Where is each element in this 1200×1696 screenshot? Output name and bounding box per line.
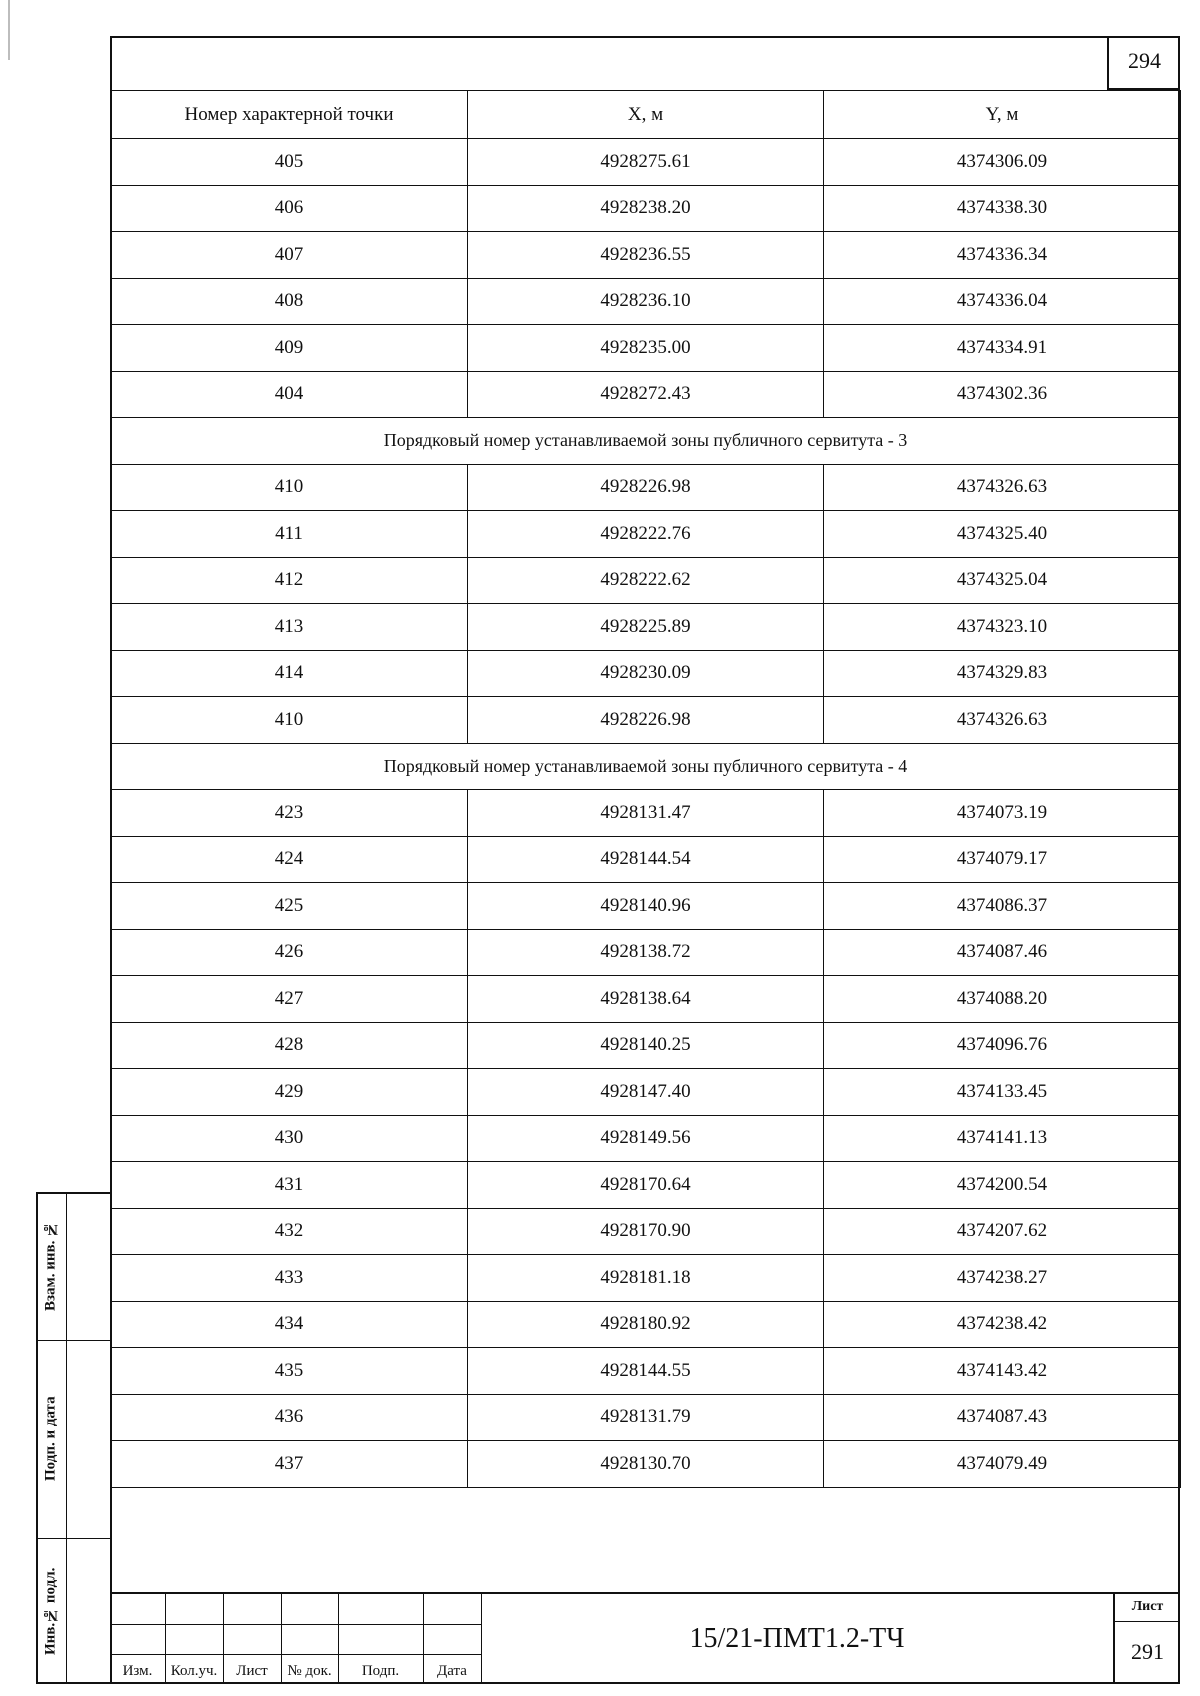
y-coordinate-cell: 4374325.40: [824, 511, 1181, 558]
point-number-cell: 412: [111, 557, 468, 604]
x-coordinate-cell: 4928236.10: [468, 278, 824, 325]
title-block: [110, 1592, 1180, 1684]
document-code: 15/21-ПМТ1.2-ТЧ: [689, 1623, 905, 1654]
section-header-row: [111, 743, 1181, 790]
x-coordinate-cell: 4928140.25: [468, 1022, 824, 1069]
y-coordinate-cell: 4374207.62: [824, 1208, 1181, 1255]
table-row: [111, 185, 1181, 232]
y-coordinate-cell: 4374087.43: [824, 1394, 1181, 1441]
table-row: [111, 278, 1181, 325]
x-coordinate-cell: 4928170.90: [468, 1208, 824, 1255]
x-coordinate-cell: 4928226.98: [468, 464, 824, 511]
table-row: [111, 1394, 1181, 1441]
x-coordinate-cell: 4928225.89: [468, 604, 824, 651]
y-coordinate-cell: 4374306.09: [824, 139, 1181, 186]
table-row: [111, 1208, 1181, 1255]
point-number-cell: 433: [111, 1255, 468, 1302]
table-row: [111, 836, 1181, 883]
table-row: [111, 976, 1181, 1023]
tb-col-izm: Изм.: [122, 1663, 153, 1679]
x-coordinate-cell: 4928130.70: [468, 1441, 824, 1488]
table-row: [111, 1162, 1181, 1209]
point-number-cell: 435: [111, 1348, 468, 1395]
stamp-original-inv: Инв.№ подл.: [42, 1567, 59, 1655]
x-coordinate-cell: 4928272.43: [468, 371, 824, 418]
table-row: [111, 139, 1181, 186]
y-coordinate-cell: 4374329.83: [824, 650, 1181, 697]
point-number-cell: 407: [111, 232, 468, 279]
x-coordinate-cell: 4928147.40: [468, 1069, 824, 1116]
y-coordinate-cell: 4374200.54: [824, 1162, 1181, 1209]
sheet-number: 291: [1113, 1622, 1180, 1684]
point-number-cell: 413: [111, 604, 468, 651]
section-header-row: [111, 418, 1181, 465]
x-coordinate-cell: 4928138.64: [468, 976, 824, 1023]
x-coordinate-cell: 4928180.92: [468, 1301, 824, 1348]
y-coordinate-cell: 4374336.04: [824, 278, 1181, 325]
x-coordinate-cell: 4928222.62: [468, 557, 824, 604]
point-number-cell: 410: [111, 464, 468, 511]
point-number-cell: 432: [111, 1208, 468, 1255]
tb-col-kol-uch: Кол.уч.: [170, 1663, 218, 1679]
table-row: [111, 697, 1181, 744]
sheet-label: Лист: [1113, 1594, 1180, 1622]
x-coordinate-cell: 4928235.00: [468, 325, 824, 372]
x-coordinate-cell: 4928236.55: [468, 232, 824, 279]
point-number-cell: 431: [111, 1162, 468, 1209]
point-number-cell: 427: [111, 976, 468, 1023]
y-coordinate-cell: 4374143.42: [824, 1348, 1181, 1395]
point-number-cell: 437: [111, 1441, 468, 1488]
x-coordinate-cell: 4928226.98: [468, 697, 824, 744]
x-coordinate-cell: 4928181.18: [468, 1255, 824, 1302]
y-coordinate-cell: 4374336.34: [824, 232, 1181, 279]
y-coordinate-cell: 4374088.20: [824, 976, 1181, 1023]
x-coordinate-cell: 4928170.64: [468, 1162, 824, 1209]
header-x: X, м: [468, 91, 824, 139]
point-number-cell: 436: [111, 1394, 468, 1441]
y-coordinate-cell: 4374096.76: [824, 1022, 1181, 1069]
y-coordinate-cell: 4374079.17: [824, 836, 1181, 883]
table-row: [111, 883, 1181, 930]
y-coordinate-cell: 4374334.91: [824, 325, 1181, 372]
y-coordinate-cell: 4374338.30: [824, 185, 1181, 232]
x-coordinate-cell: 4928131.47: [468, 790, 824, 837]
table-header-row: [111, 91, 1181, 139]
tb-col-sign: Подп.: [361, 1663, 400, 1679]
point-number-cell: 425: [111, 883, 468, 930]
coordinates-table: [110, 90, 1181, 1488]
x-coordinate-cell: 4928131.79: [468, 1394, 824, 1441]
point-number-cell: 424: [111, 836, 468, 883]
y-coordinate-cell: 4374079.49: [824, 1441, 1181, 1488]
point-number-cell: 408: [111, 278, 468, 325]
point-number-cell: 434: [111, 1301, 468, 1348]
y-coordinate-cell: 4374133.45: [824, 1069, 1181, 1116]
x-coordinate-cell: 4928222.76: [468, 511, 824, 558]
tb-col-date: Дата: [437, 1663, 467, 1679]
x-coordinate-cell: 4928140.96: [468, 883, 824, 930]
table-row: [111, 604, 1181, 651]
table-body: [111, 139, 1181, 1488]
x-coordinate-cell: 4928144.55: [468, 1348, 824, 1395]
section-title: Порядковый номер устанавливаемой зоны публичного сервитута - 3: [111, 418, 1181, 465]
point-number-cell: 429: [111, 1069, 468, 1116]
section-title: Порядковый номер устанавливаемой зоны публичного сервитута - 4: [111, 743, 1181, 790]
point-number-cell: 404: [111, 371, 468, 418]
point-number-cell: 423: [111, 790, 468, 837]
table-row: [111, 464, 1181, 511]
stamp-replacement-inv: Взам. инв. №: [42, 1220, 59, 1312]
y-coordinate-cell: 4374086.37: [824, 883, 1181, 930]
page-number-top: 294: [1107, 36, 1180, 90]
table-row: [111, 1441, 1181, 1488]
scan-edge-mark: [8, 0, 10, 60]
table-row: [111, 929, 1181, 976]
x-coordinate-cell: 4928149.56: [468, 1115, 824, 1162]
table-row: [111, 557, 1181, 604]
point-number-cell: 414: [111, 650, 468, 697]
point-number-cell: 426: [111, 929, 468, 976]
tb-col-list: Лист: [236, 1663, 268, 1679]
header-point-number: Номер характерной точки: [111, 91, 468, 139]
point-number-cell: 405: [111, 139, 468, 186]
y-coordinate-cell: 4374238.42: [824, 1301, 1181, 1348]
point-number-cell: 411: [111, 511, 468, 558]
y-coordinate-cell: 4374238.27: [824, 1255, 1181, 1302]
y-coordinate-cell: 4374323.10: [824, 604, 1181, 651]
table-row: [111, 371, 1181, 418]
y-coordinate-cell: 4374302.36: [824, 371, 1181, 418]
y-coordinate-cell: 4374073.19: [824, 790, 1181, 837]
table-row: [111, 1115, 1181, 1162]
x-coordinate-cell: 4928238.20: [468, 185, 824, 232]
point-number-cell: 428: [111, 1022, 468, 1069]
table-row: [111, 650, 1181, 697]
table-row: [111, 511, 1181, 558]
x-coordinate-cell: 4928138.72: [468, 929, 824, 976]
point-number-cell: 410: [111, 697, 468, 744]
table-row: [111, 1255, 1181, 1302]
point-number-cell: 430: [111, 1115, 468, 1162]
table-row: [111, 1301, 1181, 1348]
table-row: [111, 1022, 1181, 1069]
x-coordinate-cell: 4928230.09: [468, 650, 824, 697]
y-coordinate-cell: 4374326.63: [824, 697, 1181, 744]
table-row: [111, 325, 1181, 372]
table-row: [111, 790, 1181, 837]
point-number-cell: 406: [111, 185, 468, 232]
y-coordinate-cell: 4374325.04: [824, 557, 1181, 604]
table-row: [111, 232, 1181, 279]
y-coordinate-cell: 4374087.46: [824, 929, 1181, 976]
x-coordinate-cell: 4928144.54: [468, 836, 824, 883]
y-coordinate-cell: 4374326.63: [824, 464, 1181, 511]
point-number-cell: 409: [111, 325, 468, 372]
stamp-signature-date: Подп. и дата: [42, 1396, 59, 1482]
header-y: Y, м: [824, 91, 1181, 139]
side-inner-line: [66, 1192, 67, 1684]
y-coordinate-cell: 4374141.13: [824, 1115, 1181, 1162]
table-row: [111, 1069, 1181, 1116]
x-coordinate-cell: 4928275.61: [468, 139, 824, 186]
table-row: [111, 1348, 1181, 1395]
tb-col-doc-no: № док.: [287, 1663, 332, 1679]
